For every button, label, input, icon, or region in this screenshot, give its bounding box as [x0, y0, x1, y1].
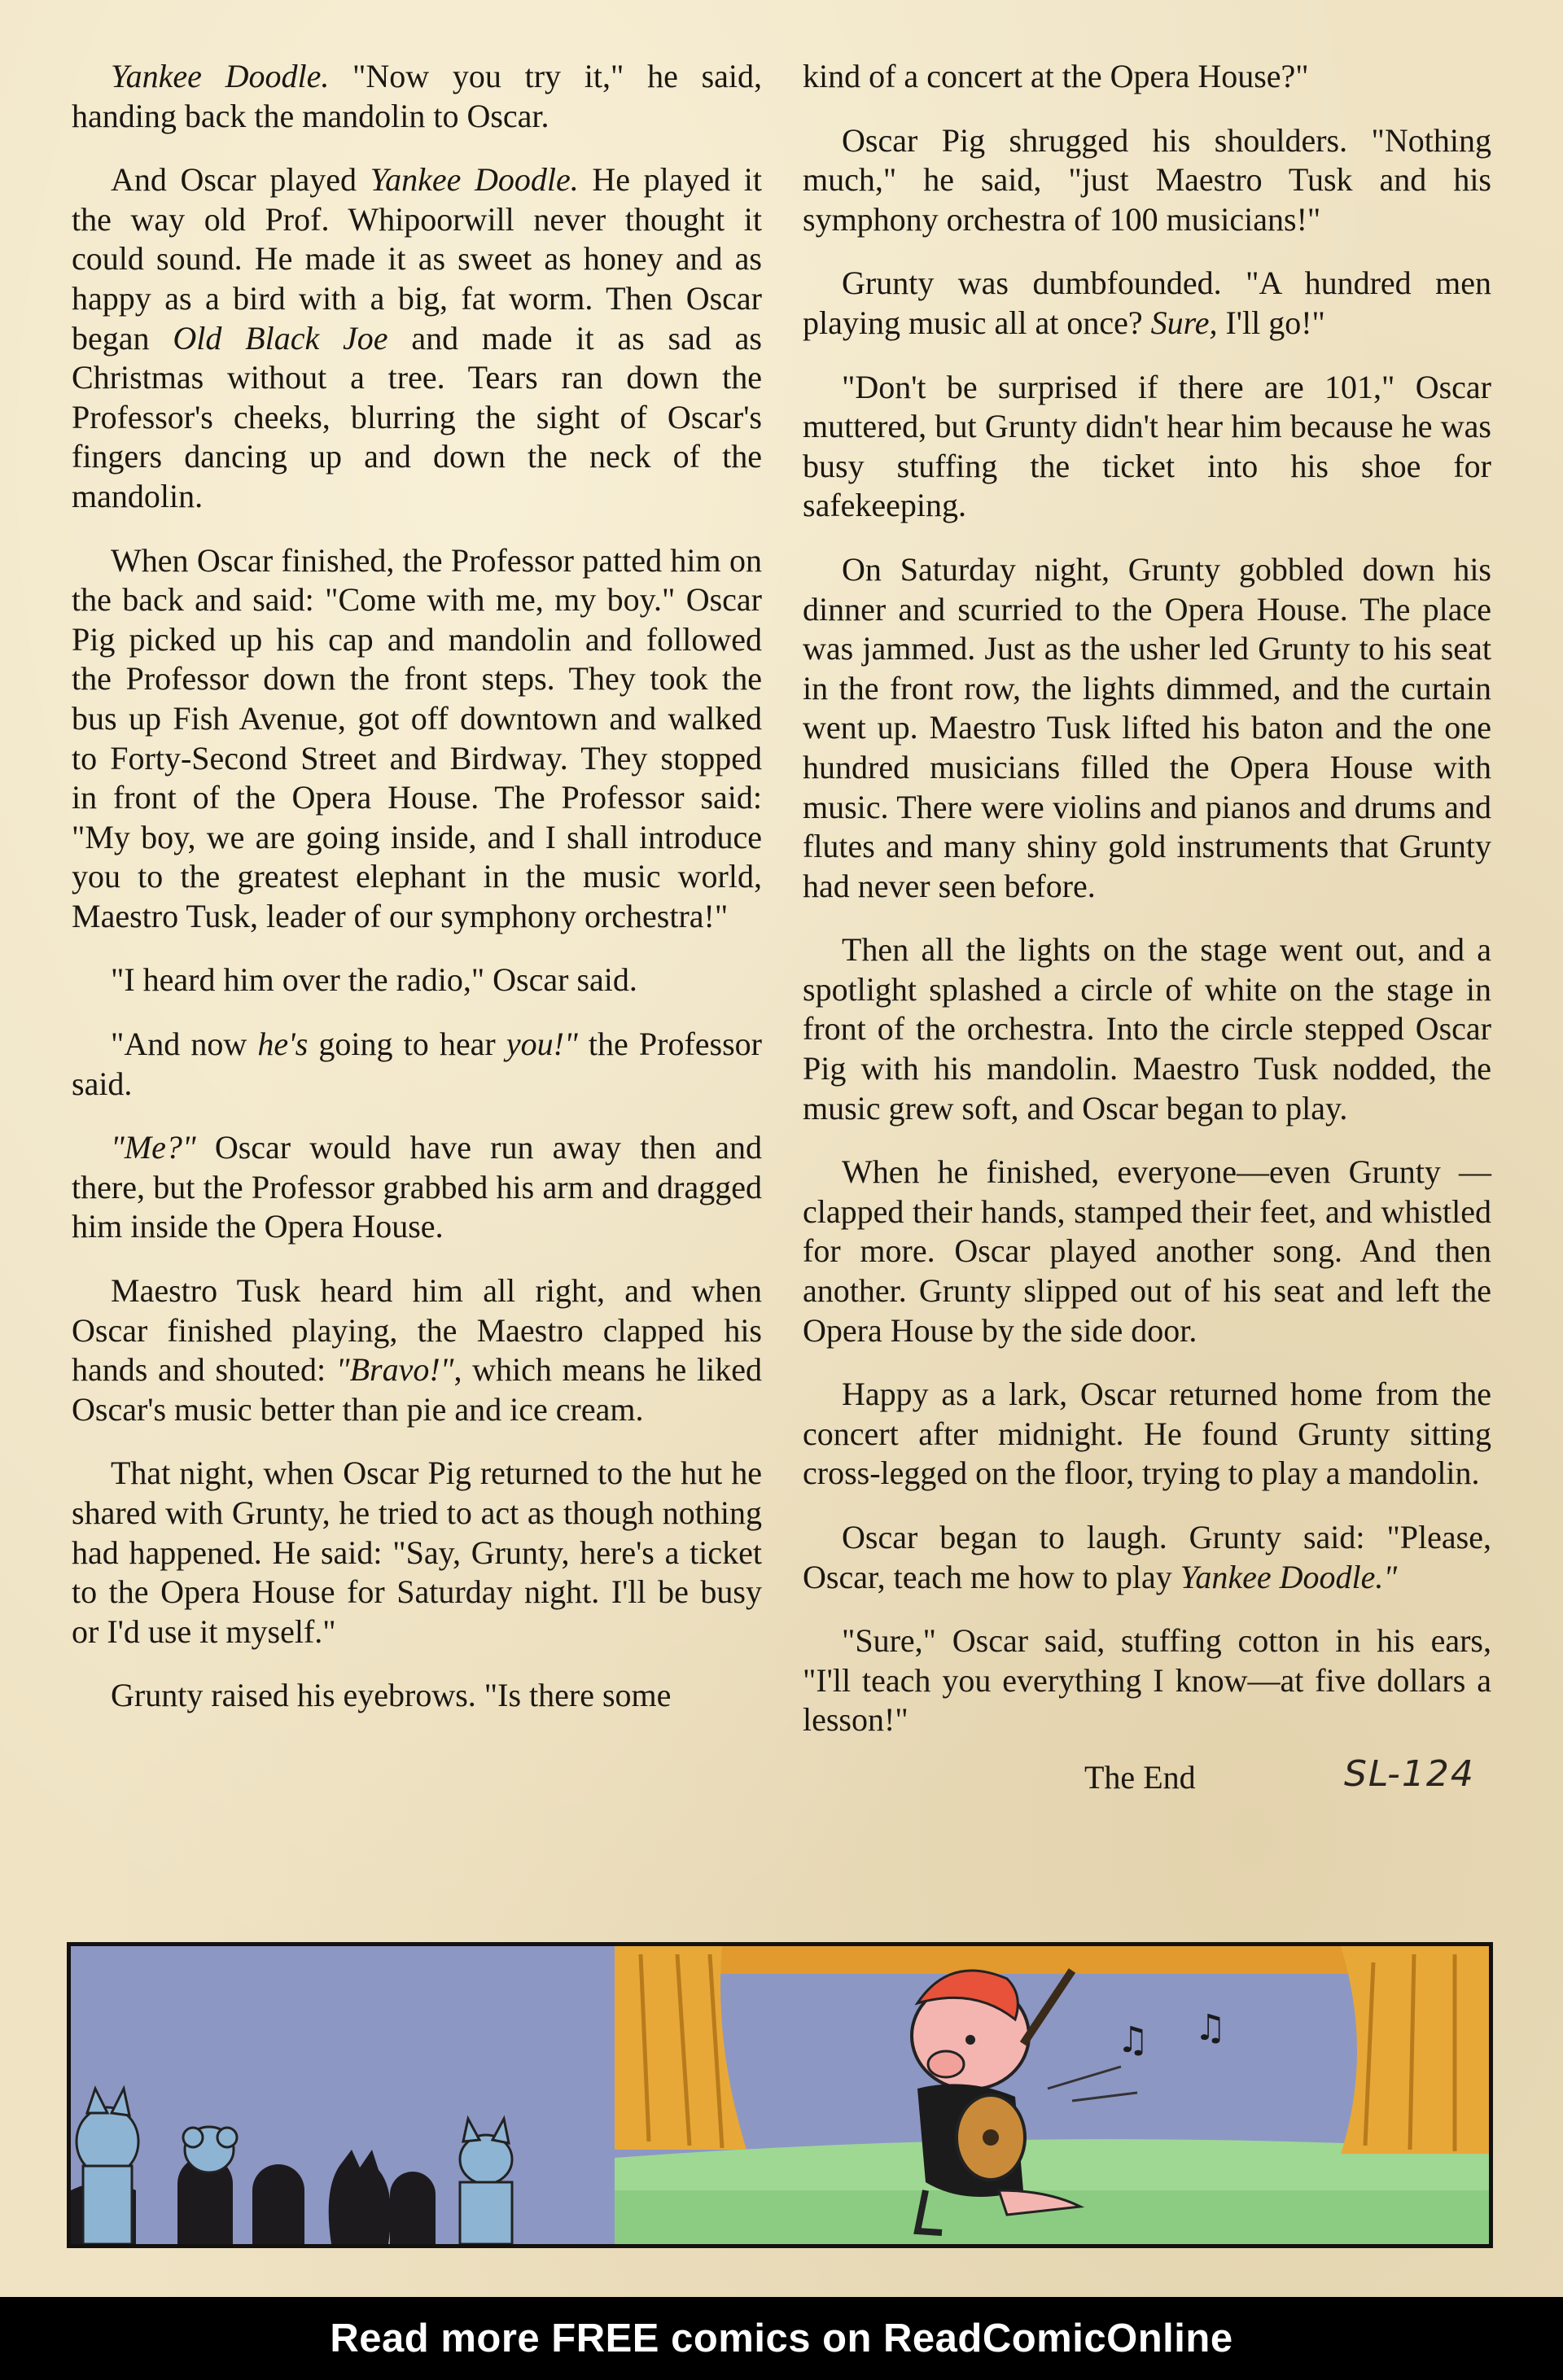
story-text-segment: "Sure," Oscar said, stuffing cotton in his ears, "I'll teach you everything I know—at five dollars a lesson!" [803, 1622, 1491, 1739]
text-column-right [803, 57, 1491, 1797]
stage-scene [71, 1946, 1489, 2244]
page-code: SL-124 [1344, 1752, 1475, 1795]
story-text-segment: Oscar began to laugh. Grunty said: "Please, Oscar, teach me how to play [803, 1519, 1491, 1595]
illustration-panel [67, 1942, 1493, 2248]
story-text-segment: He played it the way old Prof. Whipoorwill never thought it could sound. He made it as sweet as honey and as happy as a bird with a big, fat worm. Then Oscar began [72, 161, 762, 357]
promo-banner[interactable] [0, 2297, 1563, 2380]
story-paragraph [803, 121, 1491, 240]
story-text-segment: Grunty raised his eyebrows. "Is there some [111, 1677, 672, 1714]
story-paragraph [72, 57, 762, 136]
story-paragraph [803, 1621, 1491, 1740]
story-paragraph [72, 160, 762, 516]
story-paragraph [803, 368, 1491, 526]
end-row [803, 1752, 1491, 1797]
story-paragraph [72, 960, 762, 1000]
story-text-segment: When he finished, everyone—even Grunty —clapped their hands, stamped their feet, and whistled for more. Oscar played another song. And then another. Grunty slipped out of his seat and left the Opera House by the side door. [803, 1153, 1491, 1349]
story-text-segment: Yankee Doodle. [370, 161, 579, 199]
music-note: ♫ [1194, 2007, 1227, 2049]
story-paragraph [72, 1676, 762, 1716]
story-text-segment: Yankee Doodle." [1180, 1558, 1398, 1595]
story-text-segment: kind of a concert at the Opera House?" [803, 58, 1309, 94]
story-text-segment: When Oscar finished, the Professor patted him on the back and said: "Come with me, my boy." Oscar Pig picked up his cap and mandolin and followed the Professor down the front steps. They took the bus up Fish Avenue, got off downtown and walked to Forty-Second Street and Birdway. They stopped in front of the Opera House. The Professor said: "My boy, we are going inside, and I shall introduce you to the greatest elephant in the music world, Maestro Tusk, leader of our symphony orchestra!" [72, 541, 762, 934]
story-paragraph [803, 1518, 1491, 1597]
story-paragraph [803, 930, 1491, 1128]
story-text-segment: And Oscar played [111, 161, 370, 199]
story-paragraph [72, 1271, 762, 1429]
story-text-segment: "I heard him over the radio," Oscar said. [111, 961, 637, 999]
story-paragraph [72, 1025, 762, 1104]
story-text-segment: going to hear [308, 1026, 506, 1063]
story-text-segment: Oscar would have run away then and there, but the Professor grabbed his arm and dragged him inside the Opera House. [72, 1129, 762, 1245]
story-paragraph [72, 541, 762, 937]
story-text-segment: Grunty was dumbfounded. "A hundred men playing music all at once? [803, 265, 1491, 341]
right-paragraphs [803, 57, 1491, 1740]
story-text-segment: Oscar Pig shrugged his shoulders. "Nothing much," he said, "just Maestro Tusk and his symphony orchestra of 100 musicians!" [803, 121, 1491, 238]
story-text-segment: Yankee Doodle. [111, 58, 330, 94]
text-column-left [72, 57, 762, 1716]
story-text-segment: you!" [506, 1026, 578, 1063]
music-note: ♫ [1117, 2019, 1149, 2061]
story-text-segment: he's [257, 1026, 309, 1063]
story-text-segment: Old Black Joe [173, 319, 388, 357]
story-text-segment: Sure, [1150, 304, 1218, 341]
story-text-segment: That night, when Oscar Pig returned to the hut he shared with Grunty, he tried to act as though nothing had happened. He said: "Say, Grunty, here's a ticket to the Opera House for Saturday night. I'll be busy or I'd use it myself." [72, 1455, 762, 1650]
promo-banner-text[interactable]: Read more FREE comics on ReadComicOnline [330, 2317, 1233, 2360]
story-paragraph [803, 1153, 1491, 1350]
story-paragraph [803, 1375, 1491, 1494]
story-paragraph [72, 1128, 762, 1247]
story-text-segment: , which means he liked Oscar's music better than pie and ice cream. [72, 1351, 762, 1428]
story-text-segment: Happy as a lark, Oscar returned home from the concert after midnight. He found Grunty sitting cross-legged on the floor, trying to play a mandolin. [803, 1376, 1491, 1492]
story-text-segment: "Now you try it," he said, handing back the mandolin to Oscar. [72, 58, 762, 134]
the-end-label: The End [1084, 1758, 1196, 1796]
story-paragraph [803, 57, 1491, 97]
story-paragraph [803, 264, 1491, 343]
story-text-segment: I'll go!" [1217, 304, 1325, 341]
story-text-segment: Maestro Tusk heard him all right, and when Oscar finished playing, the Maestro clapped his hands and shouted: [72, 1272, 762, 1389]
story-text-segment: Then all the lights on the stage went out, and a spotlight splashed a circle of white on the stage in front of the orchestra. Into the circle stepped Oscar Pig with his mandolin. Maestro Tusk nodded, the music grew soft, and Oscar began to play. [803, 931, 1491, 1127]
story-paragraph [72, 1454, 762, 1652]
story-text-segment: "And now [111, 1026, 258, 1063]
story-text-segment: "Bravo!" [335, 1351, 454, 1389]
story-paragraph [803, 550, 1491, 906]
story-text-segment: "Me?" [111, 1129, 196, 1166]
story-text-segment: On Saturday night, Grunty gobbled down his dinner and scurried to the Opera House. The place was jammed. Just as the usher led Grunty to his seat in the front row, the lights dimmed, and the curtain went up. Maestro Tusk lifted his baton and the one hundred musicians filled the Opera House with music. There were violins and pianos and drums and flutes and many shiny gold instruments that Grunty had never seen before. [803, 550, 1491, 904]
story-text-segment: and made it as sad as Christmas without a tree. Tears ran down the Professor's cheeks, blurring the sight of Oscar's fingers dancing up and down the neck of the mandolin. [72, 319, 762, 514]
curtain-right [1341, 1946, 1489, 2154]
story-text-segment: the Professor said. [72, 1026, 762, 1102]
story-text-segment: "Don't be surprised if there are 101," Oscar muttered, but Grunty didn't hear him because he was busy stuffing the ticket into his shoe for safekeeping. [803, 368, 1491, 524]
